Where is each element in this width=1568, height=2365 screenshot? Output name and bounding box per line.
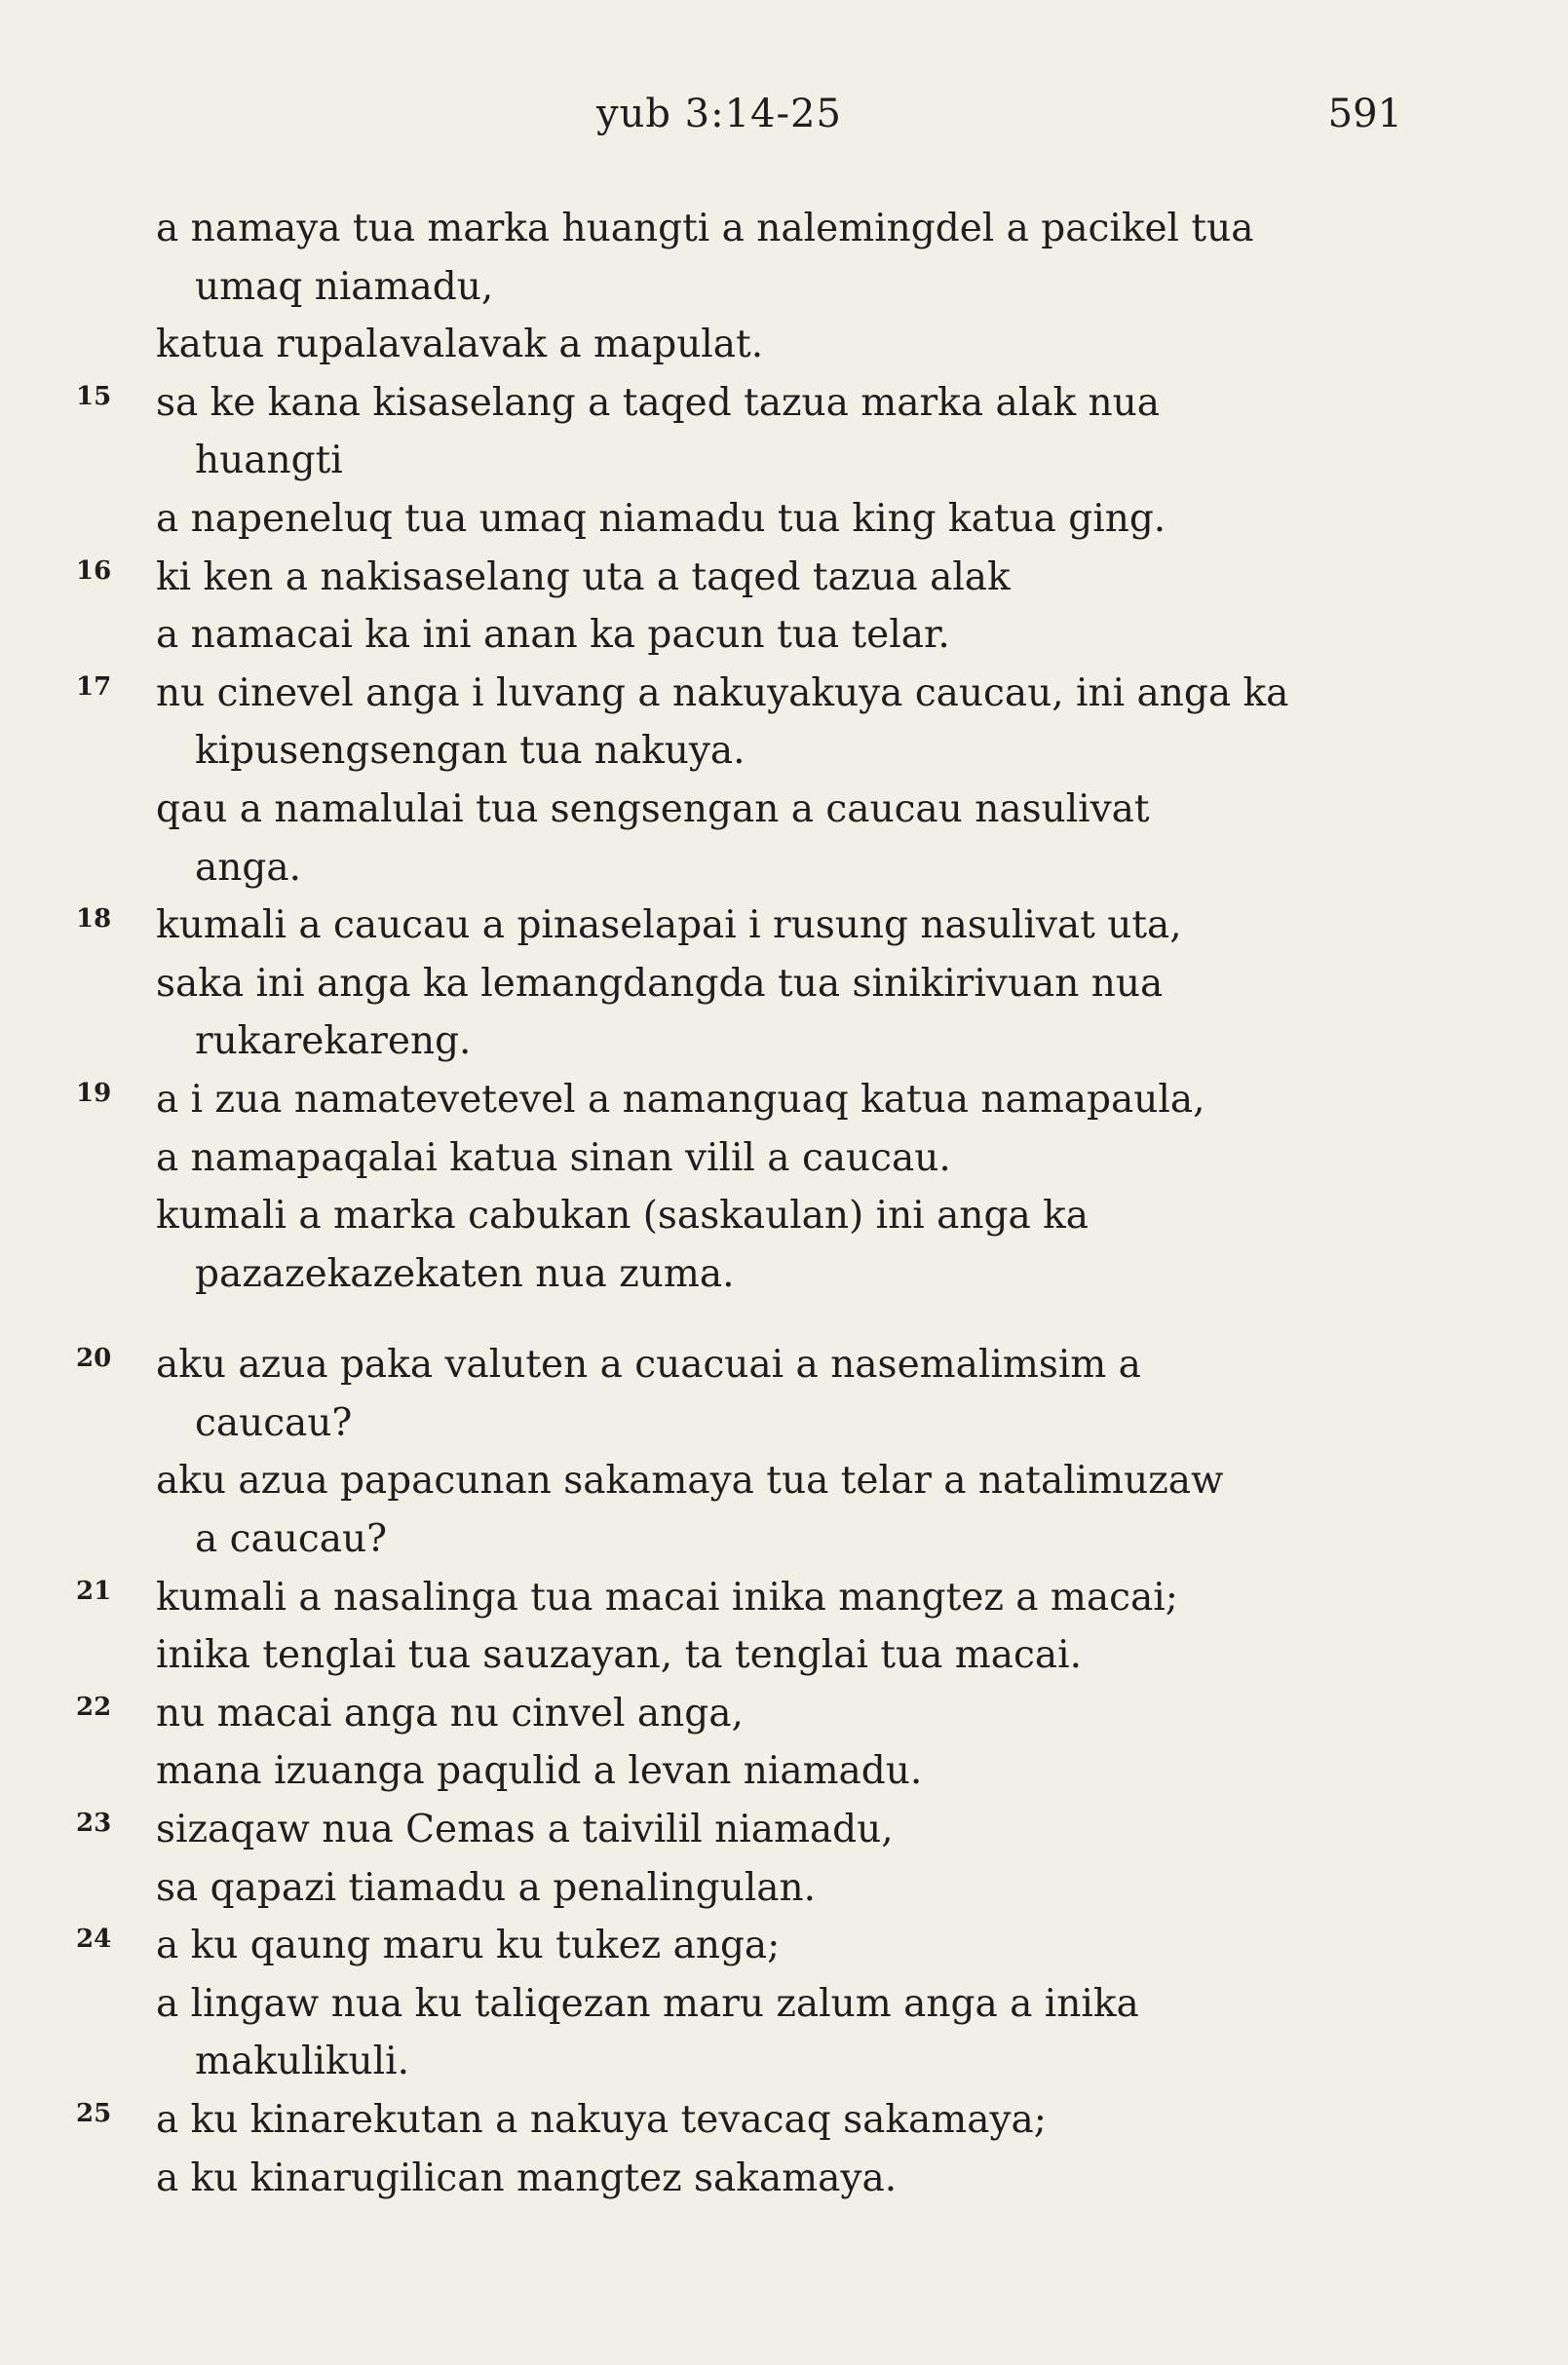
line-text: kumali a caucau a pinaselapai i rusung nasulivat uta, xyxy=(156,903,1182,948)
line-text: nu macai anga nu cinvel anga, xyxy=(156,1691,744,1736)
line-text: sa qapazi tiamadu a penalingulan. xyxy=(156,1865,817,1910)
page-header xyxy=(0,86,1568,154)
line-text: a caucau? xyxy=(195,1517,387,1562)
verse-number: 25 xyxy=(76,2099,112,2128)
text-line xyxy=(156,2033,1413,2091)
text-line xyxy=(156,1012,1413,1071)
verse-number: 23 xyxy=(76,1809,112,1839)
line-text: a namacai ka ini anan ka pacun tua telar. xyxy=(156,613,950,658)
text-line xyxy=(156,432,1413,490)
text-line xyxy=(156,2150,1413,2208)
page-number: 591 xyxy=(1327,92,1402,136)
line-text: mana izuanga paqulid a levan niamadu. xyxy=(156,1749,923,1794)
text-line xyxy=(156,781,1413,839)
line-text: anga. xyxy=(195,845,301,890)
text-line xyxy=(156,1859,1413,1918)
text-line xyxy=(156,1626,1413,1685)
line-text: sizaqaw nua Cemas a taivilil niamadu, xyxy=(156,1808,894,1852)
line-text: aku azua paka valuten a cuacuai a nasemalimsim a xyxy=(156,1343,1141,1388)
verse-number: 16 xyxy=(76,555,112,586)
line-text: a ku kinarugilican mangtez sakamaya. xyxy=(156,2155,898,2200)
text-line xyxy=(156,839,1413,897)
text-line xyxy=(76,1685,1413,1743)
line-text: sa ke kana kisaselang a taqed tazua marka alak nua xyxy=(156,380,1160,425)
verse-number: 24 xyxy=(76,1925,112,1955)
verse-text xyxy=(76,200,1413,2207)
text-line xyxy=(156,200,1413,258)
verse-number: 21 xyxy=(76,1576,112,1606)
text-line xyxy=(76,1917,1413,1975)
text-line xyxy=(156,722,1413,781)
text-line xyxy=(156,1129,1413,1188)
verse-number: 15 xyxy=(76,381,112,411)
text-line xyxy=(156,1394,1413,1453)
verse-number: 19 xyxy=(76,1078,112,1108)
verse-number: 20 xyxy=(76,1344,112,1374)
text-line xyxy=(76,1071,1413,1129)
line-text: makulikuli. xyxy=(195,2040,410,2084)
line-text: katua rupalavalavak a mapulat. xyxy=(156,323,764,367)
line-text: a i zua namatevetevel a namanguaq katua namapaula, xyxy=(156,1077,1205,1122)
text-line xyxy=(156,258,1413,317)
text-line xyxy=(156,490,1413,549)
text-line xyxy=(156,1245,1413,1304)
running-head: yub 3:14-25 xyxy=(596,92,842,136)
line-text: qau a namalulai tua sengsengan a caucau nasulivat xyxy=(156,786,1150,831)
verse-number: 18 xyxy=(76,904,112,935)
stanza-break xyxy=(156,1303,1413,1336)
line-text: inika tenglai tua sauzayan, ta tenglai tua macai. xyxy=(156,1633,1082,1678)
text-line xyxy=(156,316,1413,374)
text-line xyxy=(76,1569,1413,1627)
text-line xyxy=(156,955,1413,1013)
line-text: a ku kinarekutan a nakuya tevacaq sakamaya; xyxy=(156,2098,1047,2142)
line-text: kipusengsengan tua nakuya. xyxy=(195,729,746,774)
text-line xyxy=(156,606,1413,665)
line-text: caucau? xyxy=(195,1400,353,1445)
verse-number: 17 xyxy=(76,671,112,702)
text-line xyxy=(76,2091,1413,2150)
text-line xyxy=(76,896,1413,955)
text-line xyxy=(156,1452,1413,1510)
verse-number: 22 xyxy=(76,1692,112,1722)
line-text: rukarekareng. xyxy=(195,1019,472,1064)
line-text: ki ken a nakisaselang uta a taqed tazua alak xyxy=(156,554,1011,599)
text-line xyxy=(156,1742,1413,1801)
text-line xyxy=(76,1336,1413,1394)
line-text: saka ini anga ka lemangdangda tua sinikirivuan nua xyxy=(156,961,1164,1006)
line-text: huangti xyxy=(195,439,343,483)
line-text: umaq niamadu, xyxy=(195,264,494,309)
line-text: nu cinevel anga i luvang a nakuyakuya caucau, ini anga ka xyxy=(156,670,1289,715)
text-line xyxy=(76,1801,1413,1859)
text-line xyxy=(156,1510,1413,1569)
line-text: a namapaqalai katua sinan vilil a caucau. xyxy=(156,1135,951,1180)
line-text: kumali a marka cabukan (saskaulan) ini anga ka xyxy=(156,1194,1089,1239)
text-line xyxy=(76,549,1413,607)
line-text: a namaya tua marka huangti a nalemingdel a pacikel tua xyxy=(156,207,1254,250)
line-text: a napeneluq tua umaq niamadu tua king katua ging. xyxy=(156,496,1166,541)
text-line xyxy=(156,1975,1413,2034)
line-text: a ku qaung maru ku tukez anga; xyxy=(156,1924,781,1968)
text-line xyxy=(76,374,1413,433)
line-text: aku azua papacunan sakamaya tua telar a natalimuzaw xyxy=(156,1459,1224,1504)
line-text: a lingaw nua ku taliqezan maru zalum anga a inika xyxy=(156,1981,1139,2026)
text-line xyxy=(156,1187,1413,1245)
line-text: pazazekazekaten nua zuma. xyxy=(195,1251,735,1296)
text-line xyxy=(76,665,1413,723)
line-text: kumali a nasalinga tua macai inika mangtez a macai; xyxy=(156,1575,1178,1620)
